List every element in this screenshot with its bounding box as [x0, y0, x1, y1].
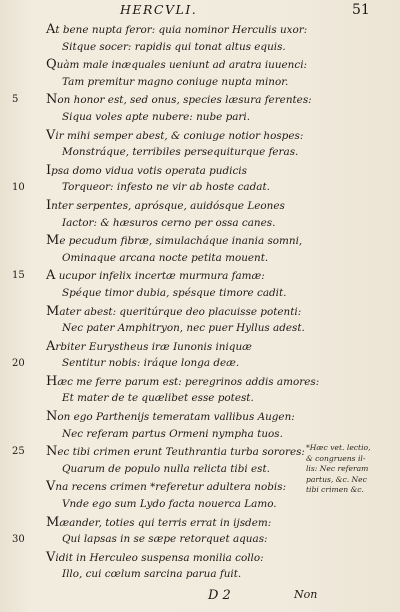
verse-text — [62, 215, 275, 233]
initial-capital: A — [46, 22, 56, 37]
margin-note-line: partus, &c. Nec — [306, 474, 367, 484]
verse-line — [0, 390, 400, 408]
margin-note-line: & congruens il- — [306, 453, 366, 463]
initial-capital: V — [46, 549, 56, 565]
verse-body: Nec pater Amphitryon, nec puer Hyllus adest. — [62, 322, 305, 335]
verse-line — [0, 232, 400, 250]
initial-capital: I — [46, 197, 52, 213]
verse-body: Sitque socer: rapidis qui tonat altus equis. — [62, 40, 286, 53]
verse-line — [0, 56, 400, 74]
verse-body: Vnde ego sum Lydo facta nouerca Lamo. — [62, 498, 277, 511]
initial-capital: A — [46, 338, 56, 354]
verse-body: Qui lapsas in se sæpe retorquet aquas: — [62, 533, 268, 546]
margin-note — [306, 443, 398, 496]
verse-body: t bene nupta feror: quia nominor Herculis uxor: — [55, 24, 308, 36]
verse-text — [46, 373, 319, 392]
verse-text — [62, 426, 283, 444]
verse-text — [46, 408, 295, 427]
initial-capital: I — [46, 162, 52, 178]
verse-text — [46, 162, 247, 181]
verse-body: Tam premitur magno coniuge nupta minor. — [62, 75, 289, 88]
verse-body: ec tibi crimen erunt Teuthrantia turba sorores: — [57, 446, 305, 459]
verse-line — [0, 355, 400, 373]
margin-note-line: lis: Nec referam — [306, 464, 369, 474]
verse-body: Nec referam partus Ormeni nympha tuos. — [62, 427, 283, 440]
verse-text — [62, 109, 250, 127]
verse-text — [62, 74, 288, 92]
line-number: 5 — [12, 94, 19, 106]
verse-line — [0, 109, 400, 127]
verse-text — [46, 267, 265, 286]
verse-line — [0, 285, 400, 303]
signature-mark: D 2 — [208, 588, 231, 603]
verse-line — [0, 320, 400, 338]
verse-line — [0, 215, 400, 233]
verse-body: æc me ferre parum est: peregrinos addis amores: — [57, 375, 320, 388]
verse-body: Monstráque, terribiles persequiturque feras. — [62, 146, 299, 159]
verse-line — [0, 162, 400, 180]
verse-body: ir mihi semper abest, & coniuge notior hospes: — [55, 129, 304, 142]
verse-body: Quarum de populo nulla relicta tibi est. — [62, 462, 270, 475]
verse-body: on ego Parthenijs temeratam vallibus Augen: — [57, 411, 295, 424]
verse-text — [46, 514, 271, 533]
verse-line — [0, 303, 400, 321]
verse-text — [62, 531, 268, 549]
verse-line — [0, 74, 400, 92]
verse-body: ucupor infelix incertæ murmura famæ: — [55, 270, 265, 283]
verse-body: Torqueor: infesto ne vir ab hoste cadat. — [62, 181, 270, 194]
margin-note-line: tibi crimen &c. — [306, 485, 364, 495]
verse-line — [0, 496, 400, 514]
line-number: 20 — [12, 358, 25, 370]
verse-text — [46, 197, 285, 216]
verse-line — [0, 39, 400, 57]
verse-line — [0, 127, 400, 145]
verse-body: Illo, cui cœlum sarcina parua fuit. — [62, 568, 242, 581]
verse-body: e pecudum fibræ, simulacháque inania somni, — [59, 235, 303, 248]
verse-line — [0, 179, 400, 197]
verse-body: Sentitur nobis: iráque longa deæ. — [62, 357, 240, 370]
verse-body: nter serpentes, aprósque, auidósque Leones — [51, 199, 285, 212]
verse-body: on honor est, sed onus, species læsura ferentes: — [57, 94, 312, 107]
verse-body: Ominaque arcana nocte petita mouent. — [62, 251, 269, 264]
verse-text — [46, 56, 307, 75]
verse-text — [62, 250, 268, 268]
verse-text — [46, 21, 307, 40]
verse-text — [62, 355, 239, 373]
catchword: Non — [294, 588, 318, 601]
verse-text — [62, 285, 286, 303]
initial-capital: N — [46, 444, 58, 460]
line-number: 15 — [12, 270, 25, 282]
verse-body: uàm male inæquales ueniunt ad aratra iuuenci: — [56, 59, 308, 72]
line-number: 25 — [12, 446, 25, 458]
margin-note-line: *Hæc vet. lectio, — [306, 443, 371, 452]
initial-capital: N — [46, 409, 58, 425]
initial-capital: A — [46, 268, 56, 284]
initial-capital: H — [46, 373, 58, 389]
verse-body: Et mater de te quælibet esse potest. — [62, 392, 254, 405]
verse-line — [0, 426, 400, 444]
verse-body: rbiter Eurystheus iræ Iunonis iniquæ — [55, 340, 252, 353]
initial-capital: V — [46, 127, 56, 143]
verse-line — [0, 566, 400, 584]
page-header — [0, 1, 400, 19]
verse-text — [46, 338, 252, 357]
verse-text — [46, 478, 286, 497]
line-number: 30 — [12, 534, 25, 546]
verse-text — [46, 443, 305, 462]
verse-line — [0, 514, 400, 532]
verse-line — [0, 373, 400, 391]
verse-text — [62, 179, 270, 197]
verse-body: Siqua voles apte nubere: nube pari. — [62, 110, 251, 123]
running-head: HERCVLI. — [120, 2, 198, 17]
verse-text — [62, 566, 241, 584]
initial-capital: N — [46, 92, 58, 108]
verse-line — [0, 91, 400, 109]
verse-text — [62, 461, 270, 479]
verse-block — [0, 21, 400, 584]
verse-line — [0, 549, 400, 567]
verse-body: na recens crimen *referetur adultera nobis: — [55, 481, 287, 494]
verse-line — [0, 21, 400, 39]
verse-line — [0, 250, 400, 268]
verse-text — [62, 390, 254, 408]
initial-capital: M — [46, 303, 60, 319]
initial-capital: V — [46, 479, 56, 495]
verse-text — [46, 91, 312, 110]
page-footer — [0, 588, 400, 606]
verse-text — [46, 303, 301, 322]
line-number: 10 — [12, 182, 25, 194]
verse-line — [0, 267, 400, 285]
verse-body: Spéque timor dubia, spésque timore cadit. — [62, 286, 287, 299]
verse-line — [0, 197, 400, 215]
initial-capital: M — [46, 514, 60, 530]
verse-line — [0, 408, 400, 426]
verse-body: psa domo vidua votis operata pudicis — [51, 164, 247, 177]
verse-text — [62, 144, 298, 162]
verse-line — [0, 144, 400, 162]
verse-body: Iactor: & hæsuros cerno per ossa canes. — [62, 216, 276, 229]
verse-text — [62, 39, 286, 57]
verse-text — [46, 232, 302, 251]
folio-number: 51 — [352, 2, 370, 18]
verse-body: ater abest: queritúrque deo placuisse potenti: — [59, 305, 302, 318]
verse-text — [46, 549, 264, 568]
verse-body: idit in Herculeo suspensa monilia collo: — [55, 551, 264, 564]
verse-text — [62, 320, 305, 338]
verse-line — [0, 531, 400, 549]
verse-text — [46, 127, 303, 146]
verse-body: æander, toties qui terris errat in ijsdem: — [59, 516, 272, 529]
initial-capital: M — [46, 233, 60, 249]
initial-capital: Q — [46, 57, 57, 73]
verse-line — [0, 338, 400, 356]
verse-text — [62, 496, 277, 514]
